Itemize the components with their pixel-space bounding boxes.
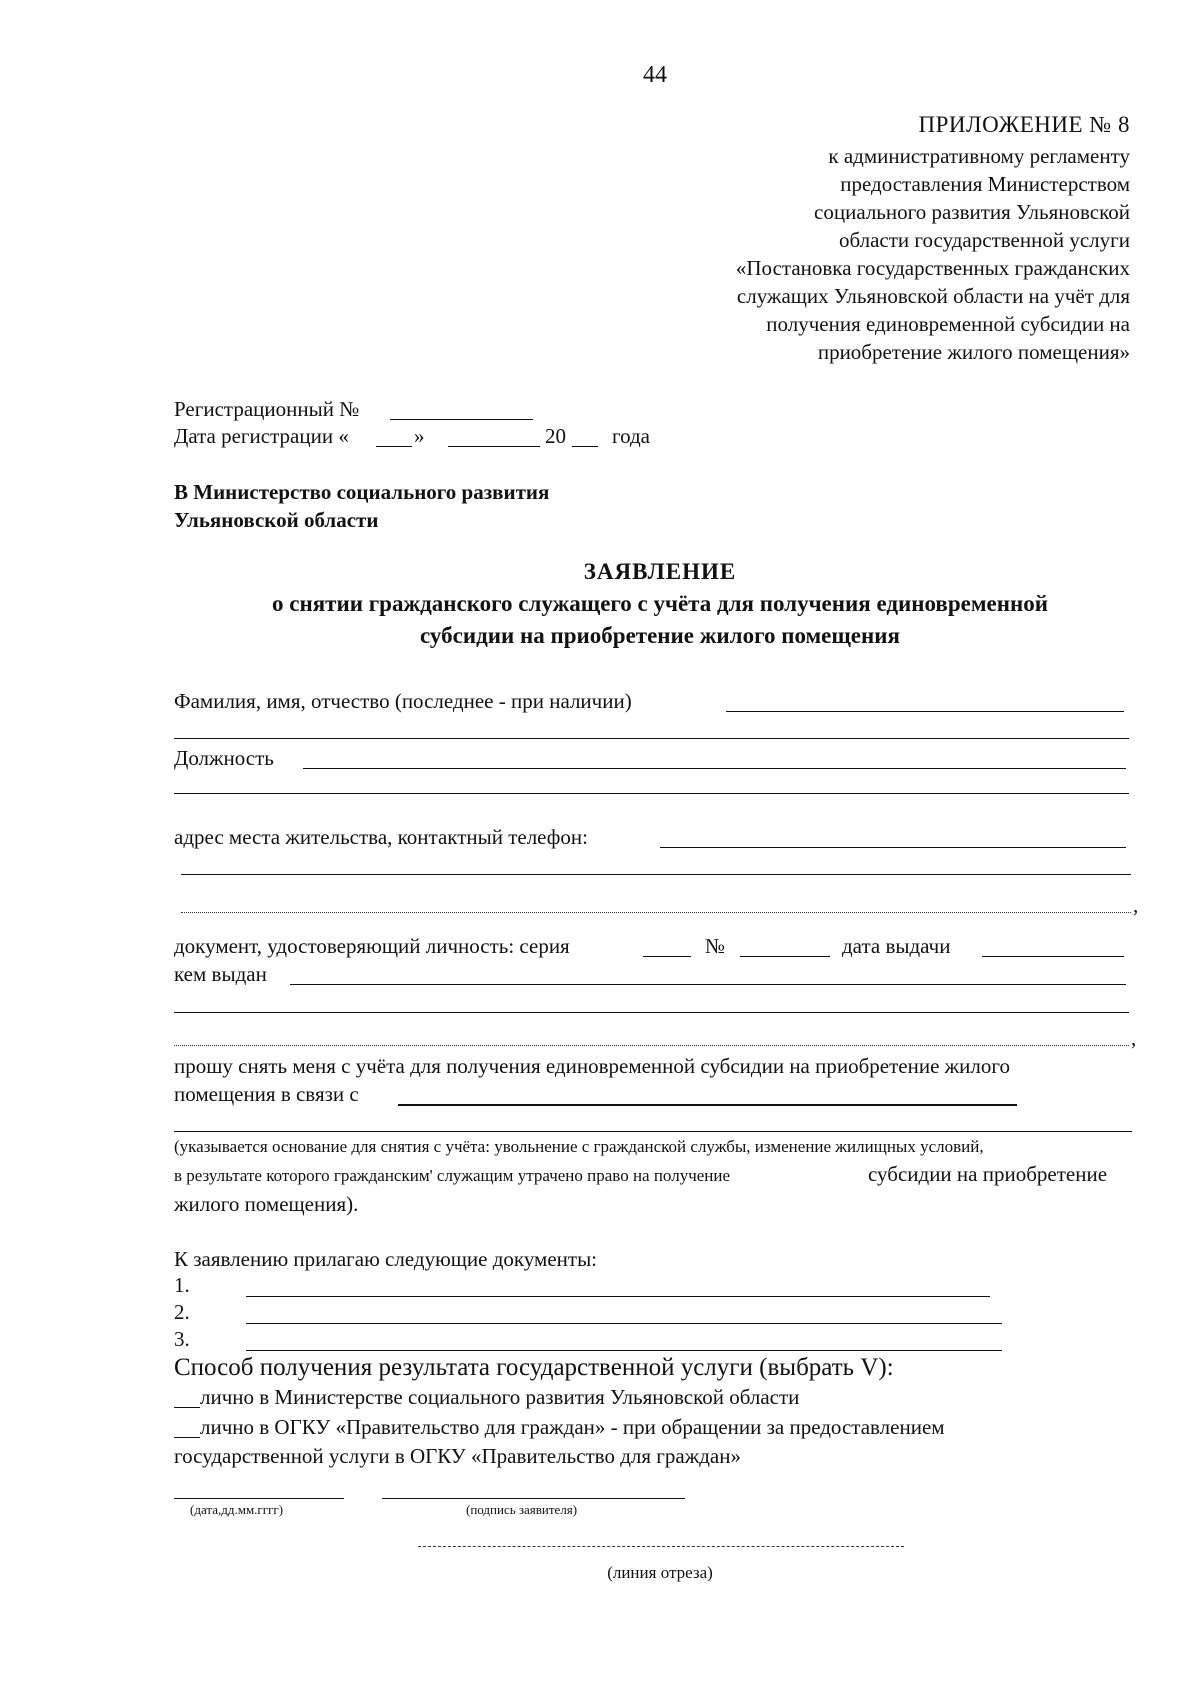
issued-by-field-continuation[interactable]	[174, 1045, 1129, 1046]
addressee-line: В Министерство социального развития	[174, 480, 550, 504]
reason-note: в результате которого гражданским' служащим утрачено право на получение	[174, 1166, 731, 1185]
position-label: Должность	[174, 746, 274, 770]
appendix-line: области государственной услуги	[838, 228, 1130, 252]
reason-note: (указывается основание для снятия с учёта: увольнение с гражданской службы, изменение жилищных условий,	[174, 1137, 984, 1156]
address-field[interactable]	[660, 847, 1126, 848]
date-caption: (дата,дд.мм.гггг)	[190, 1502, 284, 1517]
attachment-number: 1.	[174, 1273, 190, 1297]
delivery-option-label: лично в Министерстве социального развития Ульяновской области	[200, 1385, 800, 1409]
address-comma: ,	[1133, 893, 1139, 917]
address-field-continuation[interactable]	[181, 912, 1131, 913]
attachment-number: 3.	[174, 1327, 190, 1351]
appendix-line: «Постановка государственных гражданских	[735, 256, 1130, 280]
address-field-continuation[interactable]	[181, 874, 1131, 875]
position-field[interactable]	[303, 768, 1126, 769]
attachment-field[interactable]	[246, 1296, 990, 1297]
appendix-title: ПРИЛОЖЕНИЕ № 8	[918, 112, 1130, 137]
document-subtitle: о снятии гражданского служащего с учёта для получения единовременной	[272, 591, 1048, 616]
delivery-option-label: лично в ОГКУ «Правительство для граждан» - при обращении за предоставлением	[200, 1415, 945, 1439]
delivery-option-checkbox[interactable]	[174, 1407, 200, 1408]
registration-number-label: Регистрационный №	[174, 397, 360, 421]
fio-field[interactable]	[726, 711, 1124, 712]
appendix-line: приобретение жилого помещения»	[817, 340, 1130, 364]
reason-note: субсидии на приобретение	[868, 1162, 1108, 1186]
reason-field-continuation[interactable]	[174, 1131, 1132, 1132]
delivery-option-checkbox[interactable]	[174, 1437, 200, 1438]
reason-note: жилого помещения).	[174, 1192, 359, 1216]
request-text: помещения в связи с	[174, 1082, 359, 1106]
issued-by-field[interactable]	[290, 984, 1126, 985]
issue-date-label: дата выдачи	[842, 934, 951, 958]
addressee-line: Ульяновской области	[174, 508, 379, 532]
delivery-method-label: Способ получения результата государственной услуги (выбрать V):	[174, 1354, 894, 1381]
address-label: адрес места жительства, контактный телефон:	[174, 825, 588, 849]
id-number-field[interactable]	[740, 956, 830, 957]
id-document-label: документ, удостоверяющий личность: серия	[174, 934, 570, 958]
id-series-field[interactable]	[643, 956, 691, 957]
appendix-line: получения единовременной субсидии на	[766, 312, 1130, 336]
delivery-option-label: государственной услуги в ОГКУ «Правительство для граждан»	[174, 1444, 741, 1468]
issued-by-field-continuation[interactable]	[174, 1012, 1129, 1013]
appendix-line: социального развития Ульяновской	[814, 200, 1130, 224]
attachment-field[interactable]	[246, 1323, 1002, 1324]
document-subtitle: субсидии на приобретение жилого помещения	[420, 623, 900, 648]
issued-by-comma: ,	[1131, 1026, 1137, 1050]
registration-number-field[interactable]	[390, 419, 533, 420]
cut-line-caption: (линия отреза)	[607, 1563, 713, 1582]
registration-date-quote: »	[414, 424, 425, 448]
id-number-label: №	[705, 934, 726, 958]
reason-field[interactable]	[398, 1104, 1017, 1106]
registration-day-field[interactable]	[376, 446, 412, 447]
signature-caption: (подпись заявителя)	[466, 1502, 578, 1517]
applicant-signature-field[interactable]	[382, 1498, 685, 1499]
appendix-line: служащих Ульяновской области на учёт для	[736, 284, 1130, 308]
fio-field-continuation[interactable]	[174, 738, 1129, 739]
registration-year-prefix: 20	[545, 424, 566, 448]
attachment-number: 2.	[174, 1300, 190, 1324]
position-field-continuation[interactable]	[174, 793, 1129, 794]
date-signature-field[interactable]	[174, 1498, 344, 1499]
attachments-label: К заявлению прилагаю следующие документы:	[174, 1247, 598, 1271]
registration-year-suffix: года	[612, 424, 650, 448]
issued-by-label: кем выдан	[174, 962, 267, 986]
appendix-line: к административному регламенту	[828, 144, 1130, 168]
document-title: ЗАЯВЛЕНИЕ	[583, 559, 737, 584]
registration-date-label: Дата регистрации «	[174, 424, 349, 448]
page-number: 44	[643, 62, 667, 88]
cut-line	[418, 1546, 904, 1547]
appendix-line: предоставления Министерством	[840, 172, 1130, 196]
attachment-field[interactable]	[246, 1350, 1002, 1351]
request-text: прошу снять меня с учёта для получения единовременной субсидии на приобретение жилого	[174, 1054, 1010, 1078]
registration-month-field[interactable]	[448, 446, 540, 447]
fio-label: Фамилия, имя, отчество (последнее - при наличии)	[174, 689, 632, 713]
registration-year-field[interactable]	[572, 446, 598, 447]
issue-date-field[interactable]	[982, 956, 1124, 957]
